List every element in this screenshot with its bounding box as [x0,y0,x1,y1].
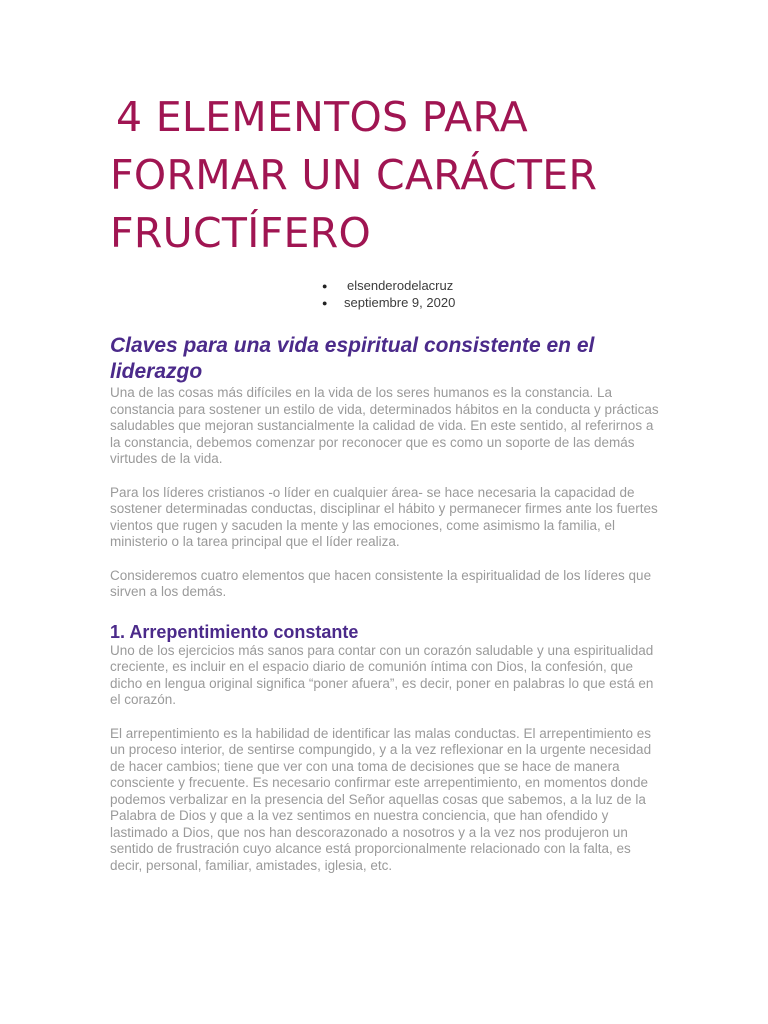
paragraph-spacer [110,551,660,568]
title-line: FORMAR UN CARÁCTER [110,151,598,199]
paragraph-spacer [110,468,660,485]
body-paragraph: Consideremos cuatro elementos que hacen consistente la espiritualidad de los líderes que sirven a los demás. [110,567,652,599]
body-paragraph: Una de las cosas más difíciles en la vida de los seres humanos es la constancia. La constancia para sostener un estilo de vida, determinados hábitos en la conducta y prácticas saludables que mejoran sustancialmente la calidad de vida. En este sentido, al referirnos a la constancia, debemos comenzar por reconocer que es como un soporte de las demás virtudes de la vida. [110,385,659,466]
body-paragraph: El arrepentimiento es la habilidad de identificar las malas conductas. El arrepentimiento es un proceso interior, de sentirse compungido, y a la vez reflexionar en la urgente necesidad de hacer cambios; tiene que ver con una toma de decisiones que se hace de manera consciente y frecuente. Es necesario confirmar este arrepentimiento, en momentos donde podemos verbalizar en la presencia del Señor aquellas cosas que sabemos, a la luz de la Palabra de Dios y que a la vez sentimos en nuestra conciencia, que han ofendido y lastimado a Dios, que nos han descorazonado a nosotros y a la vez nos produjeron un sentido de frustración cuyo alcance está proporcionalmente relacionado con la falta, es decir, personal, familiar, amistades, iglesia, etc. [110,725,652,873]
body-paragraph: Uno de los ejercicios más sanos para contar con un corazón saludable y una espiritualidad creciente, es incluir en el espacio diario de comunión íntima con Dios, la confesión, que dicho en lengua original significa “poner afuera”, es decir, poner en palabras lo que está en el corazón. [110,642,654,707]
title-line: 4 ELEMENTOS PARA [116,93,528,141]
meta-date-item [322,294,660,312]
paragraph-spacer [110,709,660,726]
bullet-icon: ● [322,281,328,291]
meta-author-item [322,278,660,295]
post-meta-list [110,278,660,311]
section-heading: 1. Arrepentimiento constante [110,621,359,642]
author-name[interactable]: elsenderodelacruz [347,278,454,293]
article [110,88,660,874]
article-title [110,88,660,262]
body-paragraph: Para los líderes cristianos -o líder en cualquier área- se hace necesaria la capacidad de sostener determinadas conductas, disciplinar el hábito y permanecer firmes ante los fuertes vientos que rugen y sacuden la mente y las emociones, come asimismo la familia, el ministerio o la tarea principal que el líder realiza. [110,484,658,549]
bullet-icon: ● [322,297,328,308]
post-date: septiembre 9, 2020 [344,294,456,310]
article-subtitle: Claves para una vida espiritual consistente en el liderazgo [110,334,595,383]
title-line: FRUCTÍFERO [110,209,372,257]
